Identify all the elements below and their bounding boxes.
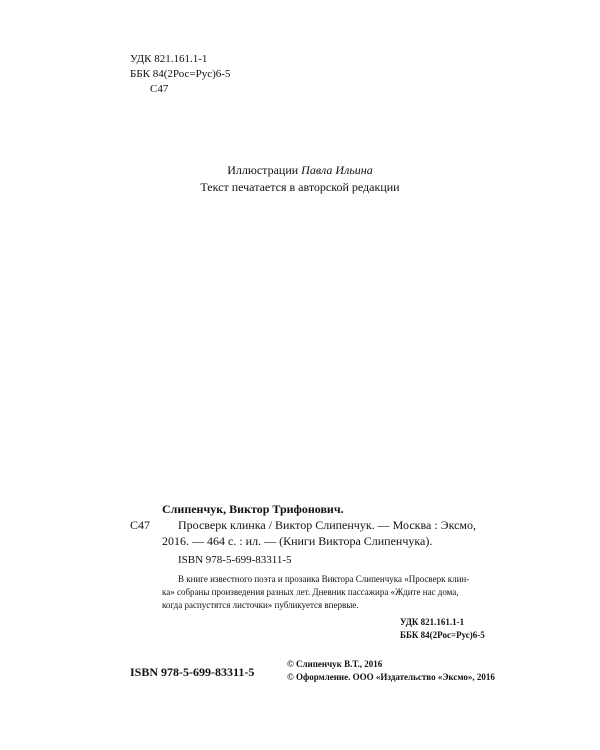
catalog-entry-line2: 2016. — 464 с. : ил. — (Книги Виктора Слипенчука). [162, 534, 433, 548]
illustrations-prefix: Иллюстрации [227, 163, 302, 177]
bbk-code-catalog: ББК 84(2Рос=Рус)6-5 [400, 630, 485, 640]
udk-code-catalog: УДК 821.161.1-1 [400, 617, 465, 627]
illustrations-credit [0, 163, 600, 178]
bbk-code-top: ББК 84(2Рос=Рус)6-5 [130, 68, 231, 80]
text-edition-note: Текст печатается в авторской редакции [200, 180, 400, 194]
copyright-author: © Слипенчук В.Т., 2016 [287, 659, 383, 669]
author-mark-top: С47 [150, 83, 169, 95]
illustrator-name: Павла Ильина [301, 163, 373, 177]
annotation-line1: В книге известного поэта и прозаика Виктора Слипенчука «Просверк клин- [178, 574, 470, 584]
author-mark-catalog: С47 [130, 518, 151, 532]
copyright-publisher: © Оформление. ООО «Издательство «Эксмо», 2016 [287, 672, 495, 682]
footer-isbn: ISBN 978-5-699-83311-5 [130, 665, 255, 679]
udk-code-top: УДК 821.161.1-1 [130, 53, 208, 65]
author-heading: Слипенчук, Виктор Трифонович. [162, 502, 344, 516]
annotation-line3: когда распустятся листочки» публикуется впервые. [162, 600, 359, 610]
catalog-entry-line1: Просверк клинка / Виктор Слипенчук. — Москва : Эксмо, [178, 518, 477, 532]
catalog-isbn: ISBN 978-5-699-83311-5 [178, 554, 292, 566]
annotation-line2: ка» собраны произведения разных лет. Дневник пассажира «Ждите нас дома, [162, 587, 459, 597]
